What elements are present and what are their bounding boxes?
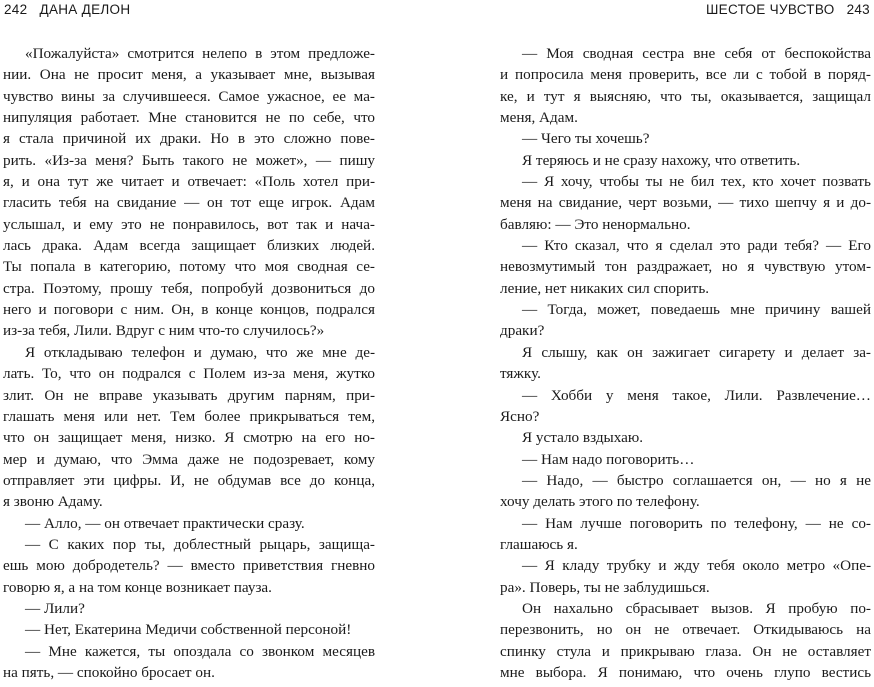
text-line: — Алло, — он отвечает практически сразу.	[25, 514, 305, 532]
text-line: — Надо, — быстро соглашается он, — но я не	[522, 471, 871, 489]
text-line: драки?	[500, 322, 545, 340]
text-line: — Я кладу трубку и жду тебя около метро «Опе-	[522, 557, 871, 575]
text-line: спинку стула и прикрываю глаза. Он не оставляет	[500, 642, 871, 660]
text-line: — Моя сводная сестра вне себя от беспокойства	[522, 45, 871, 62]
right-chapter-title: ШЕСТОЕ ЧУВСТВО	[705, 2, 835, 17]
text-line: что он защищает меня, низко. Я смотрю на его но-	[3, 429, 375, 447]
right-page-number: 243	[846, 2, 870, 17]
right-running-head	[706, 2, 870, 18]
text-line: и попросила меня проверить, все ли с тобой в поряд-	[500, 66, 871, 84]
text-line: из-за тебя, Лили. Вдруг с ним что-то случилось?»	[3, 322, 325, 340]
text-line: — Я хочу, чтобы ты не бил тех, кто хочет позвать	[522, 173, 871, 191]
text-line: стра. Поэтому, прошу тебя, попробуй дозвониться до	[3, 279, 375, 297]
text-line: Я устало вздыхаю.	[522, 429, 644, 447]
left-author-name: ДАНА ДЕЛОН	[39, 2, 131, 17]
right-text-block	[500, 43, 871, 683]
text-line: — Нам лучше поговорить по телефону, — не со-	[522, 514, 871, 532]
text-line: отправляет эти цифры. И, не обдумав все до конца,	[3, 471, 375, 489]
text-line: — Нам надо поговорить…	[522, 450, 695, 468]
text-line: ке, и тут я выясняю, что ты, оказывается, защищал	[500, 87, 871, 105]
text-line: на пять, — спокойно бросает он.	[3, 663, 215, 681]
text-line: меня на свидание, черт возьми, — тихо шепчу я и до-	[500, 194, 871, 212]
text-line: чувство вины за случившееся. Самое ужасное, ее ма-	[3, 87, 375, 105]
text-line: Я теряюсь и не сразу нахожу, что ответить.	[522, 151, 801, 169]
text-line: — Хобби у меня такое, Лили. Развлечение…	[522, 386, 871, 404]
text-line: хочу делать этого по телефону.	[500, 493, 700, 511]
left-running-head	[4, 2, 130, 18]
text-line: ра». Поверь, ты не заблудишься.	[500, 578, 710, 596]
text-line: — С каких пор ты, доблестный рыцарь, защища-	[25, 535, 375, 553]
text-line: Ясно?	[500, 407, 540, 425]
text-line: я, и она тут же читает и отвечает: «Поль хотел при-	[3, 173, 375, 191]
text-line: — Мне кажется, ты опоздала со звонком месяцев	[25, 642, 375, 660]
text-line: ление, нет никаких сил спорить.	[500, 279, 710, 297]
text-line: мер и думаю, что Эмма даже не подозревает, кому	[3, 450, 375, 468]
text-line: меня, Адам.	[500, 109, 578, 127]
text-line: тяжку.	[500, 365, 541, 383]
text-line: нипуляция работает. Мне становится не по себе, что	[3, 109, 375, 127]
text-line: Я откладываю телефон и думаю, что же мне де-	[25, 343, 375, 361]
text-line: него и поговори с ним. Он, в конце концов, подрался	[3, 301, 375, 319]
text-line: я звоню Адаму.	[3, 493, 103, 511]
text-line: бавляю: — Это ненормально.	[500, 215, 691, 233]
text-line: гласить тебя на свидание — он тот еще игрок. Адам	[3, 194, 375, 212]
text-line: лась драка. Адам всегда защищает близких людей.	[3, 237, 375, 255]
text-line: невозмутимый тон раздражает, но я чувствую утом-	[500, 258, 871, 276]
text-line: — Лили?	[25, 599, 85, 617]
text-line: мне выбора. Я понимаю, что очень глупо вестись	[500, 663, 871, 681]
text-line: Он нахально сбрасывает вызов. Я пробую по-	[522, 599, 871, 617]
text-line: — Кто сказал, что я сделал это ради тебя? — Его	[522, 237, 871, 255]
text-line: — Тогда, может, поведаешь мне причину вашей	[522, 301, 871, 319]
text-line: нии. Она не просит меня, а указывает мне, вызывая	[3, 66, 375, 84]
left-text-block	[3, 43, 375, 683]
text-line: говорю я, а на том конце возникает пауза.	[3, 578, 272, 596]
text-line: лать. То, что он подрался с Полем из-за меня, жутко	[3, 365, 375, 383]
text-line: Я слышу, как он зажигает сигарету и делает за-	[522, 343, 871, 361]
text-line: глашаюсь я.	[500, 535, 578, 553]
text-line: «Пожалуйста» смотрится нелепо в этом предложе-	[25, 45, 375, 62]
text-line: я стала причиной их драки. Но в это сложно пове-	[3, 130, 375, 148]
left-page-number: 242	[4, 2, 28, 17]
text-line: злит. Он не вправе указывать другим парням, при-	[3, 386, 375, 404]
text-line: рить. «Из-за меня? Быть такого не может», — пишу	[3, 151, 375, 169]
text-line: — Чего ты хочешь?	[522, 130, 650, 148]
text-line: Ты попала в категорию, потому что моя сводная се-	[3, 258, 375, 276]
text-line: ешь мою добродетель? — вместо приветствия гневно	[3, 557, 375, 575]
text-line: перезвонить, но он не отвечает. Откидываюсь на	[500, 621, 871, 639]
right-page	[437, 0, 874, 687]
text-line: услышал, и ему это не понравилось, вот так и нача-	[3, 215, 375, 233]
text-line: — Нет, Екатерина Медичи собственной персоной!	[25, 621, 352, 639]
text-line: глашать меня или нет. Тем более прикрываться тем,	[3, 407, 375, 425]
